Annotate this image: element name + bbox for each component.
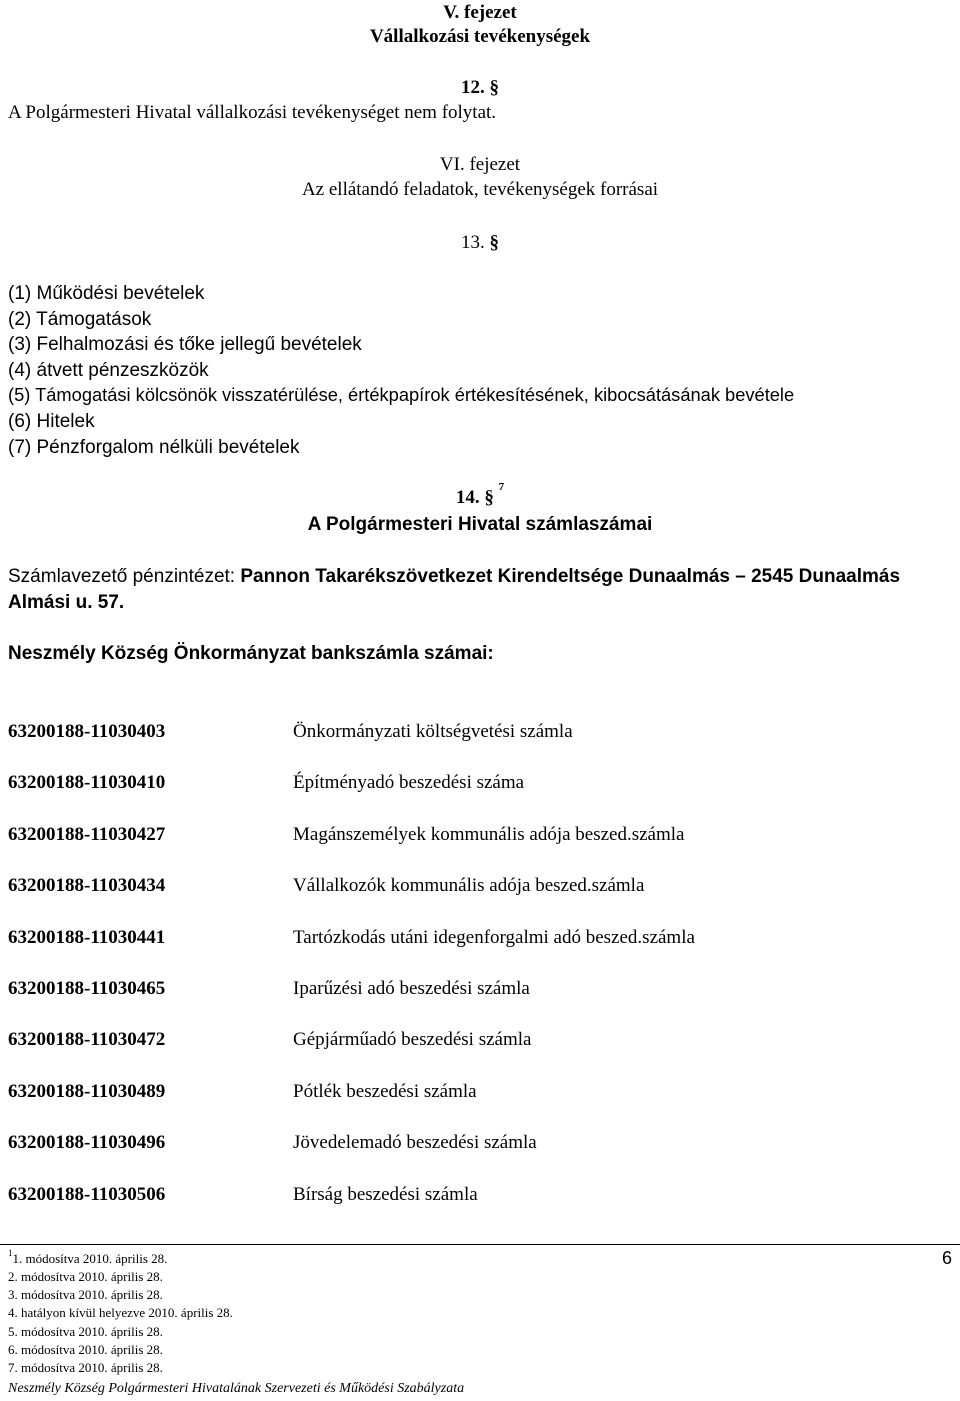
- table-row: [0, 1029, 960, 1051]
- account-description: Magánszemélyek kommunális adója beszed.számla: [293, 824, 685, 845]
- list-item: (1) Működési bevételek: [8, 283, 205, 304]
- list-item: (7) Pénzforgalom nélküli bevételek: [8, 437, 300, 458]
- table-row: [0, 772, 960, 794]
- bank-name: Pannon Takarékszövetkezet Kirendeltsége Dunaalmás – 2545 Dunaalmás: [240, 566, 901, 587]
- account-number: 63200188-11030506: [8, 1184, 166, 1205]
- section-13-heading: [0, 233, 960, 252]
- footnote-divider: [0, 1244, 960, 1245]
- footnote: 6. módosítva 2010. április 28.: [8, 1342, 163, 1357]
- account-description: Tartózkodás utáni idegenforgalmi adó beszed.számla: [293, 927, 695, 948]
- account-number: 63200188-11030410: [8, 772, 166, 793]
- footnote: 7. módosítva 2010. április 28.: [8, 1360, 163, 1375]
- section-sign: §: [489, 232, 499, 253]
- section-12-heading: [0, 78, 960, 97]
- footnote: 4. hatályon kívül helyezve 2010. április 28.: [8, 1305, 233, 1320]
- account-number: 63200188-11030403: [8, 721, 166, 742]
- account-description: Iparűzési adó beszedési számla: [293, 978, 530, 999]
- account-description: Építményadó beszedési száma: [293, 772, 525, 793]
- chapter-6-title: Az ellátandó feladatok, tevékenységek forrásai: [301, 179, 659, 200]
- bank-address: Almási u. 57.: [8, 592, 125, 613]
- account-description: Önkormányzati költségvetési számla: [293, 721, 573, 742]
- section-13-number: 13.: [461, 232, 485, 253]
- account-description: Bírság beszedési számla: [293, 1184, 478, 1205]
- table-row: [0, 1184, 960, 1206]
- bank-label: Számlavezető pénzintézet:: [8, 566, 236, 587]
- section-14-heading: [0, 481, 960, 508]
- list-item: (2) Támogatások: [8, 309, 152, 330]
- page-number: 6: [941, 1248, 952, 1268]
- account-number: 63200188-11030496: [8, 1132, 166, 1153]
- account-description: Vállalkozók kommunális adója beszed.számla: [293, 875, 645, 896]
- footnote-text: 1. módosítva 2010. április 28.: [12, 1251, 168, 1266]
- account-number: 63200188-11030465: [8, 978, 166, 999]
- accounts-heading: Neszmély Község Önkormányzat bankszámla számai:: [8, 643, 494, 664]
- table-row: [0, 721, 960, 743]
- account-number: 63200188-11030427: [8, 824, 166, 845]
- table-row: [0, 875, 960, 897]
- bank-line: [8, 567, 900, 586]
- footnote-ref: 7: [498, 481, 505, 493]
- section-14-number: 14.: [455, 487, 480, 508]
- list-item: (3) Felhalmozási és tőke jellegű bevételek: [8, 334, 362, 355]
- footnote: [8, 1248, 168, 1266]
- section-12-text: A Polgármesteri Hivatal vállalkozási tevékenységet nem folytat.: [8, 102, 497, 123]
- section-sign: §: [489, 77, 499, 98]
- table-row: [0, 824, 960, 846]
- table-row: [0, 978, 960, 1000]
- page-footer: Neszmély Község Polgármesteri Hivatalának Szervezeti és Működési Szabályzata: [8, 1381, 465, 1396]
- account-number: 63200188-11030472: [8, 1029, 166, 1050]
- footnote: 2. módosítva 2010. április 28.: [8, 1269, 163, 1284]
- footnote-sup: 1: [8, 1248, 13, 1258]
- table-row: [0, 927, 960, 949]
- list-item: (4) átvett pénzeszközök: [8, 360, 209, 381]
- chapter-6-label: VI. fejezet: [439, 154, 521, 175]
- account-number: 63200188-11030489: [8, 1081, 166, 1102]
- account-description: Pótlék beszedési számla: [293, 1081, 477, 1102]
- footnote: 3. módosítva 2010. április 28.: [8, 1287, 163, 1302]
- footnote: 5. módosítva 2010. április 28.: [8, 1324, 163, 1339]
- chapter-5-label: V. fejezet: [443, 2, 517, 23]
- list-item: (6) Hitelek: [8, 411, 95, 432]
- list-item: (5) Támogatási kölcsönök visszatérülése, értékpapírok értékesítésének, kibocsátásának bevétele: [8, 384, 795, 405]
- account-description: Gépjárműadó beszedési számla: [293, 1029, 532, 1050]
- account-number: 63200188-11030434: [8, 875, 166, 896]
- section-12-number: 12.: [461, 77, 485, 98]
- table-row: [0, 1132, 960, 1154]
- account-number: 63200188-11030441: [8, 927, 166, 948]
- section-14-title: A Polgármesteri Hivatal számlaszámai: [307, 514, 653, 535]
- chapter-5-title: Vállalkozási tevékenységek: [369, 26, 591, 47]
- section-sign: §: [484, 487, 494, 508]
- account-description: Jövedelemadó beszedési számla: [293, 1132, 537, 1153]
- table-row: [0, 1081, 960, 1103]
